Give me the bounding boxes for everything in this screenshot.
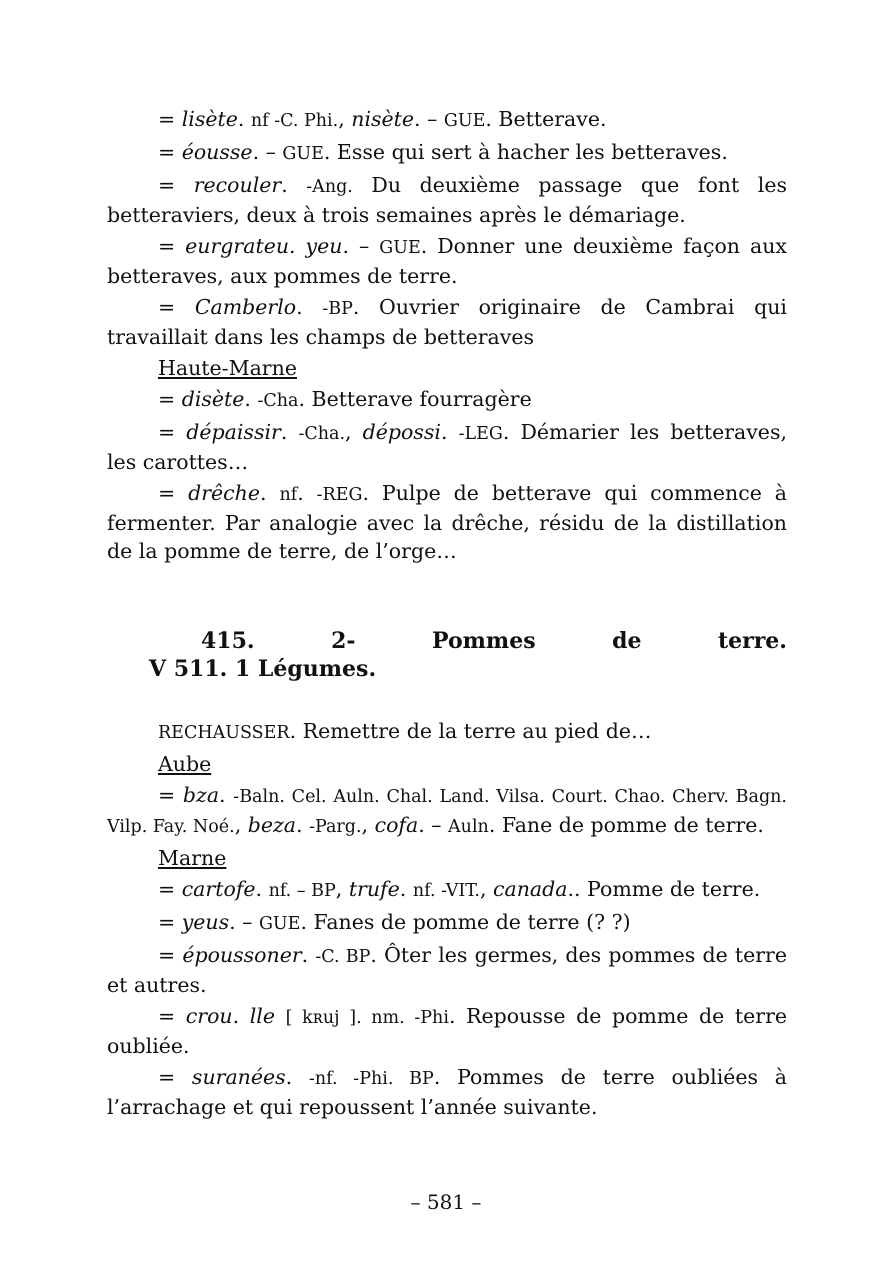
headword: suranées [191, 1065, 286, 1089]
heading-word: Pommes [432, 628, 536, 654]
entry-text: . [301, 943, 316, 967]
region-heading-aube: Aube [158, 752, 212, 776]
abbreviation: -LEG [458, 424, 503, 444]
headword: cofa [374, 813, 419, 837]
entry-text: . Betterave fourragère [298, 387, 532, 411]
dictionary-entry [107, 171, 787, 229]
entry-text: . – [229, 910, 259, 934]
entry-text: = [158, 295, 195, 319]
page-number: – 581 – [410, 1190, 482, 1214]
entry-text: = [158, 420, 187, 444]
entry-text: . Remettre de la terre au pied de… [289, 719, 652, 743]
dictionary-entry [107, 875, 787, 905]
dictionary-entry [107, 293, 787, 351]
abbreviation: nf -C. Phi. [250, 111, 339, 131]
abbreviation: nf. – BP [268, 881, 336, 901]
entry-text: = [158, 1065, 192, 1089]
dictionary-entry [107, 1002, 787, 1060]
entry-text: . – [418, 813, 449, 837]
headword: époussoner [182, 943, 302, 967]
entry-text: = [158, 910, 182, 934]
dictionary-entry [107, 908, 787, 938]
entry-text: . [281, 173, 307, 197]
abbreviation: -C. BP [315, 947, 371, 967]
dictionary-entry [107, 479, 787, 565]
entry-text: . – [252, 140, 283, 164]
abbreviation: GUE [282, 144, 324, 164]
entry-text: . – [342, 234, 380, 258]
headword: yeus [181, 910, 230, 934]
entry-text: = [158, 107, 182, 131]
page-body [107, 105, 787, 1124]
dictionary-entry [107, 105, 787, 135]
entry-text: , [338, 107, 352, 131]
entry-text: , [361, 813, 375, 837]
entry-text: = [158, 481, 189, 505]
abbreviation: -REG [316, 485, 363, 505]
heading-word: 2- [331, 628, 356, 654]
abbreviation: GUE [443, 111, 486, 131]
dictionary-entry [107, 1063, 787, 1121]
entry-text: . [297, 481, 317, 505]
entry-text: . Ôter les germes, des pommes de terre et autres. [107, 943, 787, 997]
entries-marne [107, 875, 787, 1121]
entry-text: = [158, 173, 194, 197]
headword: Camberlo [194, 295, 297, 319]
headword: drêche [188, 481, 260, 505]
entry-text: . – [414, 107, 444, 131]
entry-text: . [255, 877, 269, 901]
entry-rechausser [107, 717, 787, 747]
abbreviation: -Ang. [306, 177, 353, 197]
dictionary-entry [107, 418, 787, 476]
entry-text: , [479, 877, 493, 901]
entry-text: , [345, 420, 363, 444]
entry-text: = [158, 1004, 186, 1028]
entry-text: . Fane de pomme de terre. [488, 813, 764, 837]
entry-text: . [280, 420, 299, 444]
dictionary-entry [107, 232, 787, 290]
entry-text: = [158, 783, 183, 807]
headword: eurgrateu. yeu [185, 234, 343, 258]
abbreviation: RECHAUSSER [158, 723, 290, 743]
abbreviation: [ kʀuj ]. nm. -Phi [285, 1008, 449, 1028]
abbreviation: -nf. -Phi. BP [308, 1069, 434, 1089]
headword: dépaissir [186, 420, 281, 444]
entry-text: . [219, 783, 234, 807]
dictionary-entry [107, 717, 787, 747]
entries-betteraves [107, 105, 787, 351]
dictionary-entry [107, 781, 787, 841]
headword: trufe [348, 877, 400, 901]
headword: dépossi [362, 420, 441, 444]
abbreviation: -BP [322, 299, 353, 319]
section-heading [107, 627, 787, 683]
entry-text: . Donner une deuxième façon aux betteraves, aux pommes de terre. [107, 234, 787, 288]
entry-text: . Pommes de terre oubliées à l’arrachage et qui repoussent l’année suivante. [107, 1065, 787, 1119]
dictionary-entry [107, 385, 787, 415]
entries-haute-marne [107, 385, 787, 565]
entry-text: . [285, 1065, 309, 1089]
entry-text: = [158, 877, 182, 901]
headword: canada [492, 877, 568, 901]
abbreviation: -Cha. [298, 424, 346, 444]
headword: bza [182, 783, 220, 807]
headword: nisète [351, 107, 415, 131]
headword: lisète [181, 107, 238, 131]
headword: disète [181, 387, 245, 411]
abbreviation: -Parg. [309, 817, 362, 837]
entry-text: . Esse qui sert à hacher les betteraves. [323, 140, 728, 164]
entry-text: , [234, 813, 248, 837]
entry-text: . Ouvrier originaire de Cambrai qui travaillait dans les champs de betteraves [107, 295, 787, 349]
region-heading-haute-marne: Haute-Marne [158, 356, 297, 380]
heading-word: terre. [717, 628, 787, 654]
entry-text: . Démarier les betteraves, les carottes… [107, 420, 787, 474]
headword: éousse [181, 140, 253, 164]
heading-word: de [612, 628, 642, 654]
region-heading-marne: Marne [158, 846, 227, 870]
headword: beza [247, 813, 297, 837]
headword: cartofe [181, 877, 256, 901]
entry-text: . Pulpe de betterave qui commence à fermenter. Par analogie avec la drêche, résidu de la distillation de la pomme de terre, de l’orge… [107, 481, 787, 563]
abbreviation: nf. -VIT. [412, 881, 480, 901]
entry-text: = [158, 943, 183, 967]
abbreviation: -Cha [257, 391, 299, 411]
entry-text: . [244, 387, 258, 411]
entries-aube [107, 781, 787, 841]
entry-text: .. Pomme de terre. [567, 877, 761, 901]
abbreviation: nf [279, 485, 298, 505]
entry-text: . [399, 877, 413, 901]
abbreviation: Auln [448, 817, 489, 837]
entry-text: . Repousse de pomme de terre oubliée. [107, 1004, 788, 1058]
entry-text: . [296, 295, 323, 319]
entry-text: . [296, 813, 310, 837]
entry-text: . [440, 420, 459, 444]
entry-text: . [259, 481, 280, 505]
section-heading-line1 [107, 627, 787, 655]
abbreviation: GUE [258, 914, 301, 934]
entry-text: = [158, 387, 182, 411]
headword: crou. lle [185, 1004, 275, 1028]
abbreviation: -Baln. Cel. Auln. Chal. Land. Vilsa. Court. Chao. Cherv. Bagn. Vilp. Fay. Noé. [107, 787, 787, 837]
section-heading-line2: V 511. 1 Légumes. [149, 656, 377, 682]
abbreviation: GUE [379, 238, 421, 258]
entry-text: = [158, 234, 186, 258]
entry-text: Du deuxième passage que font les betteraviers, deux à trois semaines après le démariage. [107, 173, 787, 227]
entry-text: . [237, 107, 251, 131]
heading-word: 415. [201, 628, 255, 654]
entry-text: . Betterave. [485, 107, 607, 131]
dictionary-entry [107, 138, 787, 168]
entry-text: , [335, 877, 349, 901]
dictionary-entry [107, 941, 787, 999]
entry-text [275, 1004, 286, 1028]
headword: recouler [193, 173, 282, 197]
entry-text: = [158, 140, 182, 164]
entry-text: . Fanes de pomme de terre (? ?) [300, 910, 631, 934]
